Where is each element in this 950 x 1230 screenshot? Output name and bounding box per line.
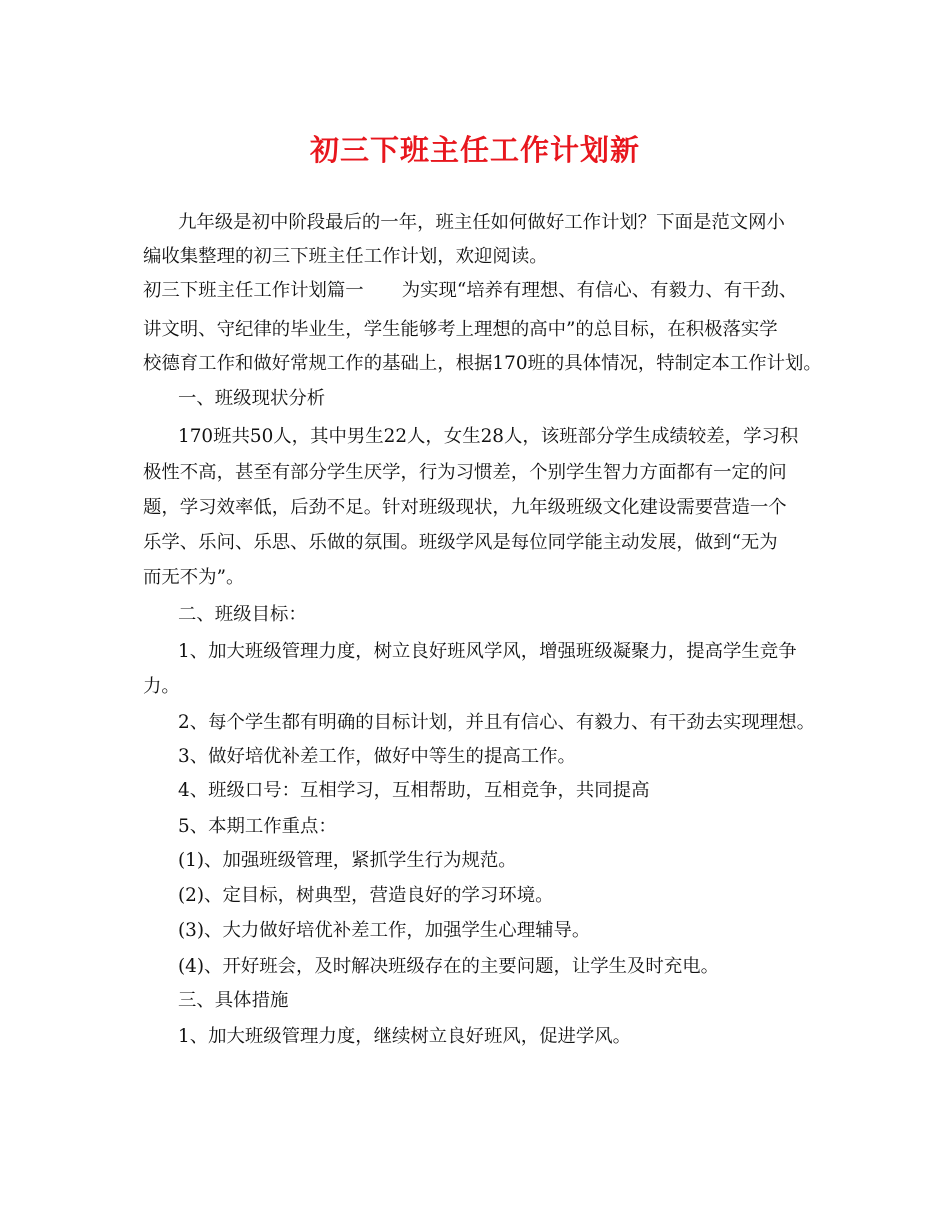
paragraph-line: 170班共50人，其中男生22人，女生28人，该班部分学生成绩较差，学习积 [178, 426, 799, 447]
list-item: (1)、加强班级管理，紧抓学生行为规范。 [178, 850, 517, 871]
list-item: (4)、开好班会，及时解决班级存在的主要问题，让学生及时充电。 [178, 956, 719, 977]
paragraph-line: 极性不高，甚至有部分学生厌学，行为习惯差，个别学生智力方面都有一定的问 [143, 462, 787, 483]
paragraph-line [143, 279, 797, 303]
list-item: 4、班级口号：互相学习，互相帮助，互相竞争，共同提高 [178, 780, 650, 801]
paragraph-line: 题，学习效率低，后劲不足。针对班级现状，九年级班级文化建设需要营造一个 [143, 497, 787, 518]
paragraph-line: 编收集整理的初三下班主任工作计划，欢迎阅读。 [143, 246, 548, 267]
section-heading: 二、班级目标： [178, 604, 307, 625]
paragraph-text: 为实现“培养有理想、有信心、有毅力、有干劲、 [401, 280, 798, 301]
section-heading: 初三下班主任工作计划篇一 [143, 280, 364, 301]
section-heading: 三、具体措施 [178, 990, 289, 1011]
list-item: 1、加大班级管理力度，树立良好班风学风，增强班级凝聚力，提高学生竞争 [178, 641, 797, 662]
list-item: (2)、定目标，树典型，营造良好的学习环境。 [178, 885, 554, 906]
paragraph-line: 讲文明、守纪律的毕业生，学生能够考上理想的高中”的总目标，在积极落实学 [143, 319, 778, 340]
list-item: 1、加大班级管理力度，继续树立良好班风，促进学风。 [178, 1026, 632, 1047]
list-item: 5、本期工作重点： [178, 816, 337, 837]
section-heading: 一、班级现状分析 [178, 388, 326, 409]
list-item: 3、做好培优补差工作，做好中等生的提高工作。 [178, 746, 576, 767]
list-item: 2、每个学生都有明确的目标计划，并且有信心、有毅力、有干劲去实现理想。 [178, 712, 815, 733]
paragraph-line: 校德育工作和做好常规工作的基础上，根据170班的具体情况，特制定本工作计划。 [143, 353, 822, 374]
paragraph-line: 而无不为”。 [143, 567, 245, 588]
document-title: 初三下班主任工作计划新 [309, 133, 640, 167]
list-item-continuation: 力。 [143, 676, 180, 697]
list-item: (3)、大力做好培优补差工作，加强学生心理辅导。 [178, 920, 591, 941]
paragraph-line: 乐学、乐问、乐思、乐做的氛围。班级学风是每位同学能主动发展，做到“无为 [143, 532, 778, 553]
paragraph-line: 九年级是初中阶段最后的一年，班主任如何做好工作计划？下面是范文网小 [178, 212, 785, 233]
